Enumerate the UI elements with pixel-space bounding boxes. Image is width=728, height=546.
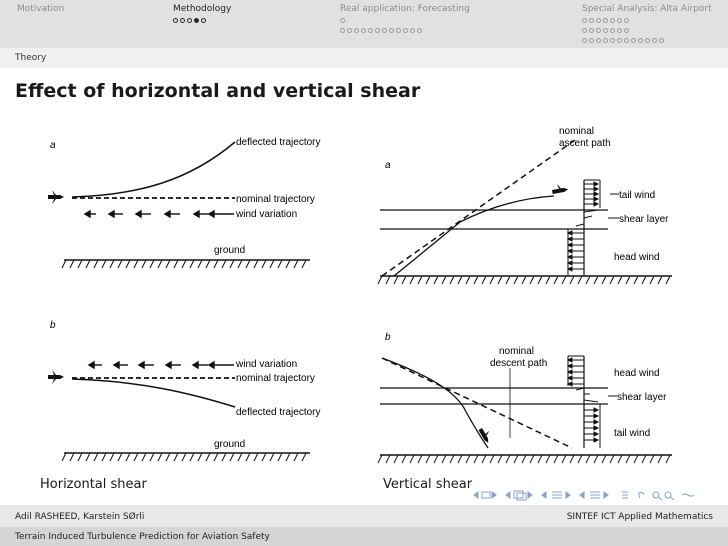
nav-dot[interactable] (187, 18, 192, 23)
nav-dots-alta-1 (582, 18, 631, 23)
footer-institute: SINTEF ICT Applied Mathematics (566, 512, 713, 522)
nominal-descent-label-2: descent path (490, 358, 548, 369)
panel-a-horizontal (48, 137, 321, 268)
nominal-descent-label: nominal (499, 346, 535, 357)
deflected-trajectory-curve (72, 379, 235, 407)
nominal-ascent-path (382, 140, 575, 276)
nav-dot-current[interactable] (194, 18, 199, 23)
deflected-trajectory-label: deflected trajectory (236, 137, 321, 148)
nav-dot[interactable] (201, 18, 206, 23)
footer-talk-title: Terrain Induced Turbulence Prediction for Aviation Safety (15, 532, 270, 542)
nav-dot[interactable] (582, 18, 587, 23)
wind-variation-label: wind variation (236, 359, 298, 370)
nav-dot[interactable] (596, 28, 601, 33)
shear-layer-label: shear layer (619, 214, 669, 225)
nav-forward-icon[interactable] (682, 494, 694, 496)
ground-hatching (62, 260, 306, 268)
vertical-shear-figure (372, 118, 692, 476)
airplane-icon (48, 370, 64, 384)
caption-horizontal-shear: Horizontal shear (40, 477, 147, 492)
panel-a-letter: a (385, 160, 391, 171)
nav-dot[interactable] (624, 38, 629, 43)
nominal-ascent-label: nominal (559, 126, 595, 137)
nav-frame-icon[interactable] (482, 492, 490, 498)
panel-b-letter: b (385, 332, 391, 343)
nav-dot[interactable] (382, 28, 387, 33)
beamer-nav-symbols (472, 489, 712, 501)
footer-author-bar (0, 505, 728, 527)
nominal-trajectory-label: nominal trajectory (236, 194, 315, 205)
nav-section-forecasting[interactable]: Real application: Forecasting (340, 4, 470, 14)
nav-dots-forecasting-1 (340, 18, 347, 23)
nav-dot[interactable] (396, 28, 401, 33)
nav-dot[interactable] (617, 18, 622, 23)
wind-profile-b (568, 356, 600, 448)
ground-label: ground (214, 245, 246, 256)
nav-dot[interactable] (624, 18, 629, 23)
nav-dot[interactable] (417, 28, 422, 33)
airplane-icon (479, 426, 495, 444)
nav-subsection-icon[interactable] (514, 491, 526, 500)
deflected-trajectory-label: deflected trajectory (236, 407, 321, 418)
footer-title-bar (0, 527, 728, 546)
nav-dot[interactable] (596, 18, 601, 23)
nav-dot[interactable] (638, 38, 643, 43)
nav-dot[interactable] (582, 28, 587, 33)
nominal-trajectory-label: nominal trajectory (236, 373, 315, 384)
nav-appendix-icon[interactable] (622, 492, 628, 498)
nav-dots-alta-3 (582, 38, 666, 43)
shear-layer-label: shear layer (617, 392, 667, 403)
nav-dot[interactable] (582, 38, 587, 43)
nav-dot[interactable] (375, 28, 380, 33)
airplane-icon (48, 190, 64, 204)
nominal-descent-path (382, 358, 572, 448)
panel-a-vertical (378, 126, 672, 284)
wind-arrows (85, 211, 234, 217)
nav-dot[interactable] (589, 28, 594, 33)
nav-document-icon[interactable] (590, 492, 600, 498)
actual-descent-path (382, 358, 488, 448)
nav-dot[interactable] (603, 38, 608, 43)
ground-hatching (62, 453, 306, 461)
nav-dots-alta-2 (582, 28, 631, 33)
nav-dot[interactable] (603, 18, 608, 23)
nav-dot[interactable] (354, 28, 359, 33)
deflected-trajectory-curve (72, 142, 235, 197)
panel-b-letter: b (50, 320, 56, 331)
nav-dots-forecasting-2 (340, 28, 424, 33)
nav-dot[interactable] (173, 18, 178, 23)
nav-dot[interactable] (610, 38, 615, 43)
nav-dot[interactable] (368, 28, 373, 33)
panel-b-vertical (378, 332, 672, 463)
nav-frame-next-icon[interactable] (492, 492, 496, 498)
wind-profile-a (568, 180, 600, 276)
nav-section-alta[interactable]: Special Analysis: Alta Airport (582, 4, 712, 14)
tail-wind-label: tail wind (614, 428, 651, 439)
nav-dot[interactable] (652, 38, 657, 43)
ground-hatching (378, 276, 670, 284)
nav-dots-methodology (173, 18, 208, 23)
nav-dot[interactable] (631, 38, 636, 43)
nav-section-icon[interactable] (552, 492, 562, 498)
footer-authors: Adil RASHEED, Karstein SØrli (15, 512, 145, 522)
ground-label: ground (214, 439, 246, 450)
nav-section-next-icon[interactable] (566, 492, 570, 498)
headline-nav (0, 0, 728, 48)
caption-vertical-shear: Vertical shear (383, 477, 473, 492)
nav-dot[interactable] (624, 28, 629, 33)
nav-dot[interactable] (347, 28, 352, 33)
airplane-icon (551, 182, 568, 194)
subsection-bar (0, 48, 728, 68)
nav-dot[interactable] (340, 28, 345, 33)
nav-dot[interactable] (645, 38, 650, 43)
nav-document-prev-icon[interactable] (580, 492, 584, 498)
panel-a-letter: a (50, 140, 56, 151)
nav-dot[interactable] (410, 28, 415, 33)
subsection-label: Theory (15, 53, 47, 63)
nav-dot[interactable] (659, 38, 664, 43)
nav-dot[interactable] (180, 18, 185, 23)
frame-title: Effect of horizontal and vertical shear (15, 80, 421, 102)
head-wind-label: head wind (614, 368, 660, 379)
tail-wind-label: tail wind (619, 190, 656, 201)
nav-dot[interactable] (617, 38, 622, 43)
nav-dot[interactable] (340, 18, 345, 23)
panel-b-horizontal (48, 320, 321, 461)
nav-section-motivation[interactable]: Motivation (17, 4, 65, 14)
nav-dot[interactable] (596, 38, 601, 43)
nav-dot[interactable] (589, 18, 594, 23)
nav-dot[interactable] (361, 28, 366, 33)
head-wind-label: head wind (614, 252, 660, 263)
nav-dot[interactable] (603, 28, 608, 33)
nav-section-prev-icon[interactable] (542, 492, 546, 498)
nav-document-next-icon[interactable] (604, 492, 608, 498)
nav-back-icon[interactable] (639, 492, 644, 498)
nav-dot[interactable] (610, 18, 615, 23)
nav-subsection-prev-icon[interactable] (506, 492, 510, 498)
actual-ascent-path (394, 196, 554, 276)
nav-dot[interactable] (589, 38, 594, 43)
wind-variation-label: wind variation (236, 209, 298, 220)
nav-dot[interactable] (403, 28, 408, 33)
ground-hatching (378, 455, 670, 463)
nav-frame-prev-icon[interactable] (474, 492, 478, 498)
nav-dot[interactable] (610, 28, 615, 33)
nav-search-icon[interactable] (653, 492, 674, 500)
nav-subsection-next-icon[interactable] (528, 492, 532, 498)
wind-arrows (89, 362, 234, 368)
horizontal-shear-figure (30, 125, 350, 475)
nav-dot[interactable] (617, 28, 622, 33)
nominal-ascent-label-2: ascent path (559, 138, 611, 149)
nav-section-methodology[interactable]: Methodology (173, 4, 232, 14)
nav-dot[interactable] (389, 28, 394, 33)
